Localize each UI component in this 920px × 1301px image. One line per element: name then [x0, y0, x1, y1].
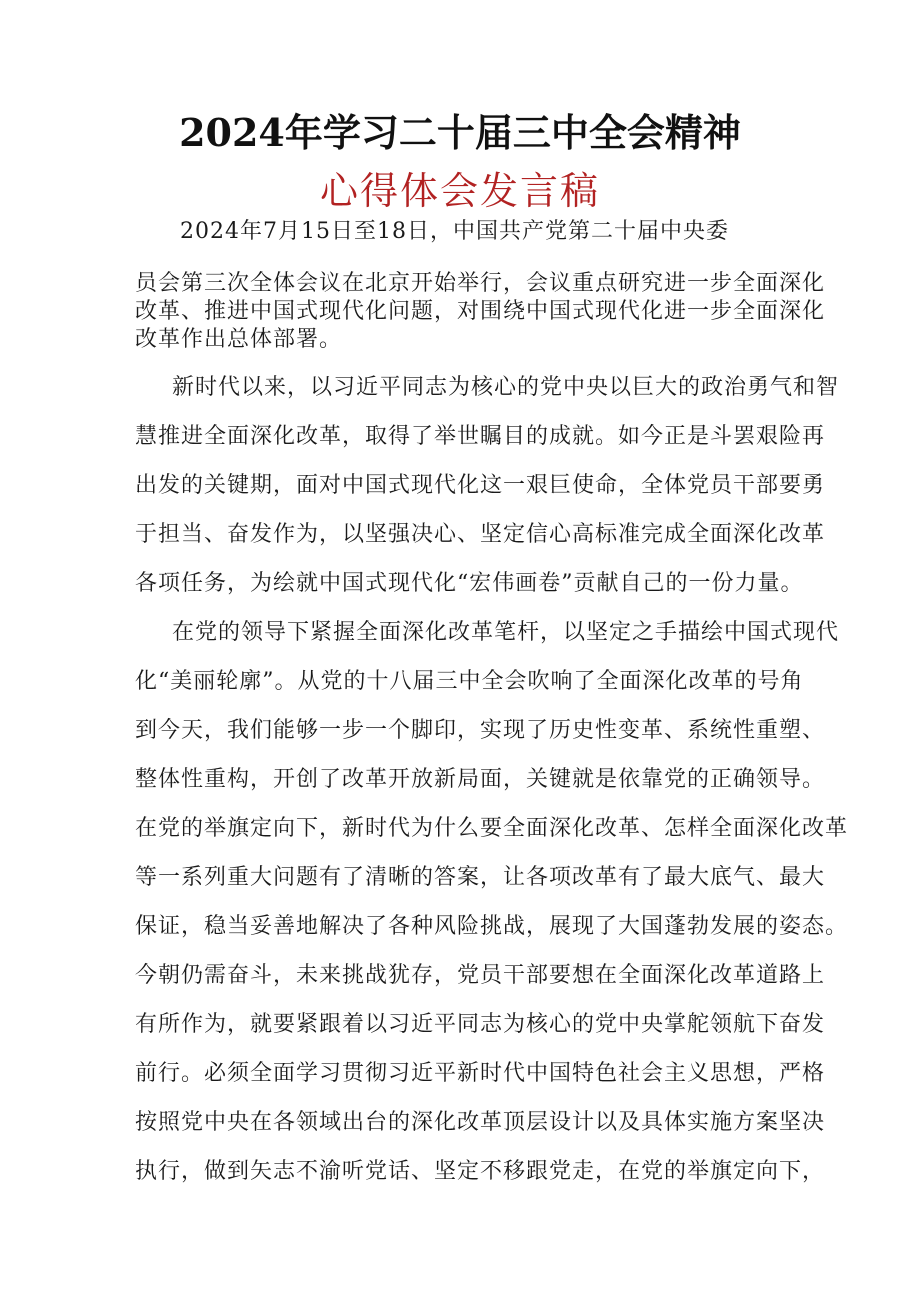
- text-line: 按照党中央在各领域出台的深化改革顶层设计以及具体实施方案坚决: [135, 1110, 826, 1135]
- text-line: 员会第三次全体会议在北京开始举行，会议重点研究进一步全面深化: [135, 271, 826, 296]
- text-line: 到今天，我们能够一步一个脚印，实现了历史性变革、系统性重塑、: [135, 718, 826, 743]
- text-line: 前行。必须全面学习贯彻习近平新时代中国特色社会主义思想，严格: [135, 1061, 826, 1086]
- text-line: 整体性重构，开创了改革开放新局面，关键就是依靠党的正确领导。: [135, 767, 826, 792]
- text-line: 改革、推进中国式现代化问题，对围绕中国式现代化进一步全面深化: [135, 299, 826, 324]
- text-line: 化“美丽轮廓”。从党的十八届三中全会吹响了全面深化改革的号角: [135, 669, 804, 694]
- document-subtitle: 心得体会发言稿: [319, 169, 600, 213]
- document-title: 2024年学习二十届三中全会精神: [179, 110, 741, 155]
- text-line: 慧推进全面深化改革，取得了举世瞩目的成就。如今正是斗罢艰险再: [135, 424, 826, 449]
- text-line: 执行，做到矢志不渝听党话、坚定不移跟党走，在党的举旗定向下，: [135, 1159, 826, 1184]
- text-line: 新时代以来，以习近平同志为核心的党中央以巨大的政治勇气和智: [172, 375, 840, 400]
- text-line: 于担当、奋发作为，以坚强决心、坚定信心高标准完成全面深化改革: [135, 522, 826, 547]
- text-line: 保证，稳当妥善地解决了各种风险挑战，展现了大国蓬勃发展的姿态。: [135, 914, 849, 939]
- text-line: 改革作出总体部署。: [135, 327, 343, 352]
- text-line: 各项任务，为绘就中国式现代化“宏伟画卷”贡献自己的一份力量。: [135, 571, 804, 596]
- text-line: 有所作为，就要紧跟着以习近平同志为核心的党中央掌舵领航下奋发: [135, 1012, 826, 1037]
- text-line: 在党的举旗定向下，新时代为什么要全面深化改革、怎样全面深化改革: [135, 816, 849, 841]
- text-line: 等一系列重大问题有了清晰的答案，让各项改革有了最大底气、最大: [135, 865, 826, 890]
- text-line: 在党的领导下紧握全面深化改革笔杆，以坚定之手描绘中国式现代: [172, 620, 840, 645]
- text-line: 今朝仍需奋斗，未来挑战犹存，党员干部要想在全面深化改革道路上: [135, 963, 826, 988]
- text-line: 2024年7月15日至18日，中国共产党第二十届中央委: [180, 219, 729, 244]
- text-line: 出发的关键期，面对中国式现代化这一艰巨使命，全体党员干部要勇: [135, 473, 826, 498]
